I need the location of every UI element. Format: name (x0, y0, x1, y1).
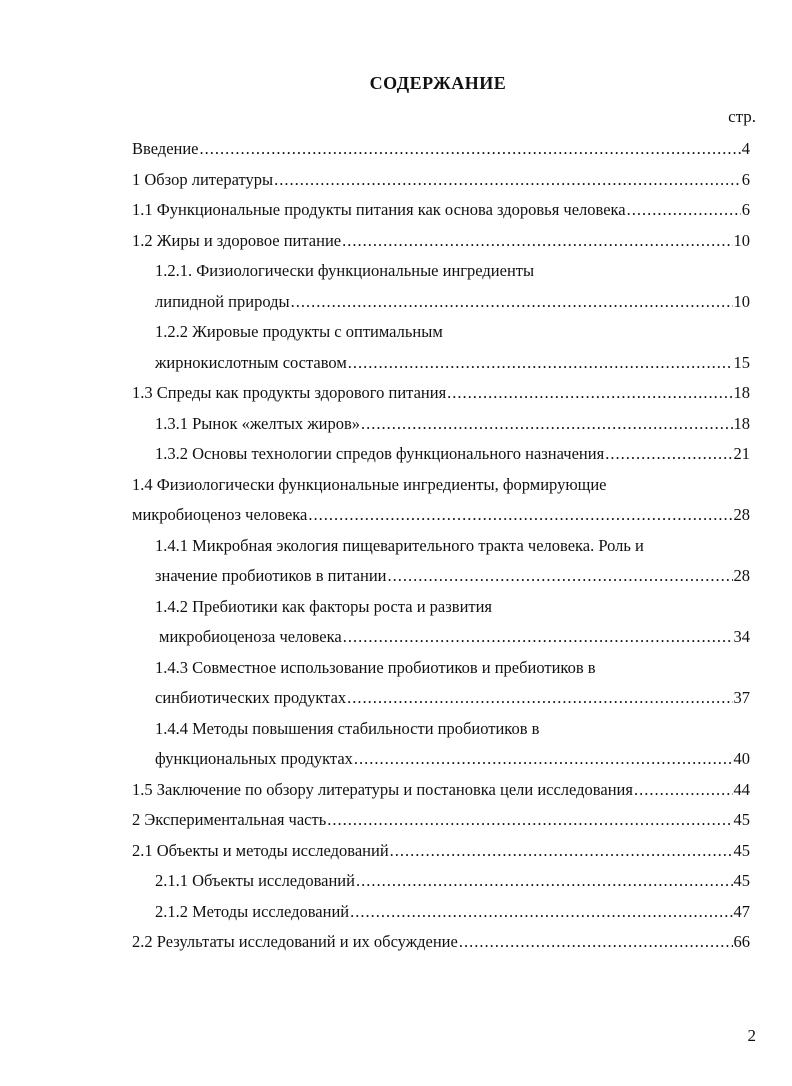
toc-entry-page: 40 (733, 749, 750, 768)
toc-entry-1-3 (0, 378, 792, 408)
toc-entry-page: 15 (733, 353, 750, 372)
toc-entry-page: 66 (733, 932, 750, 951)
toc-entry-page: 10 (733, 292, 750, 311)
toc-entry-1-4-line1 (0, 470, 792, 500)
toc-entry-page: 44 (733, 780, 750, 799)
page-title: СОДЕРЖАНИЕ (369, 73, 507, 93)
toc-entry-2-1-1 (0, 866, 792, 896)
leader-dots (354, 744, 733, 774)
toc-entry-1-4-3-line1 (0, 653, 792, 683)
toc-entry-1-2-2-line2 (0, 348, 792, 378)
toc-entry-1-2-2-line1 (0, 317, 792, 347)
toc-entry-1-3-2 (0, 439, 792, 469)
toc-entry-page: 6 (741, 200, 750, 219)
toc-entry-1-4-line2 (0, 500, 792, 530)
toc-entry-1-2 (0, 226, 792, 256)
leader-dots (388, 561, 733, 591)
leader-dots (200, 134, 741, 164)
leader-dots (390, 836, 733, 866)
leader-dots (447, 378, 732, 408)
leader-dots (308, 500, 732, 530)
toc-entry-2-1 (0, 836, 792, 866)
toc-entry-1-4-1-line1 (0, 531, 792, 561)
toc-entry-page: 21 (733, 444, 750, 463)
leader-dots (634, 775, 733, 805)
toc-entry-1-1 (0, 195, 792, 225)
leader-dots (356, 866, 733, 896)
toc-entry-text: 2.1 Объекты и методы исследований (132, 841, 389, 860)
toc-entry-1-4-4-line2 (0, 744, 792, 774)
leader-dots (361, 409, 732, 439)
toc-entry-1-5 (0, 775, 792, 805)
toc-entry-page: 37 (733, 688, 750, 707)
toc-entry-text: липидной природы (155, 292, 290, 311)
page-number: 2 (747, 1026, 756, 1045)
toc-entry-text: микробиоценоза человека (159, 627, 342, 646)
toc-entry-text: 2.2 Результаты исследований и их обсуждение (132, 932, 458, 951)
leader-dots (342, 226, 732, 256)
toc-entry-text: Введение (132, 139, 199, 158)
toc-entry-1-3-1 (0, 409, 792, 439)
toc-entry-introduction (0, 134, 792, 164)
leader-dots (459, 927, 733, 957)
toc-entry-1-4-2-line2 (0, 622, 792, 652)
toc-entry-page: 18 (733, 414, 750, 433)
toc-entry-page: 28 (733, 505, 750, 524)
toc-entry-page: 45 (733, 841, 750, 860)
toc-entry-text: 1.4 Физиологически функциональные ингредиенты, формирующие (132, 475, 607, 494)
toc-entry-1-4-3-line2 (0, 683, 792, 713)
toc-entry-text: 1.2.2 Жировые продукты с оптимальным (155, 322, 443, 341)
toc-entry-text: 1.3.2 Основы технологии спредов функционального назначения (155, 444, 605, 463)
toc-entry-text: микробиоценоз человека (132, 505, 308, 524)
toc-entry-page: 47 (733, 902, 750, 921)
leader-dots (348, 348, 733, 378)
leader-dots (291, 287, 733, 317)
toc-entry-1-4-4-line1 (0, 714, 792, 744)
leader-dots (605, 439, 732, 469)
toc-entry-2-1-2 (0, 897, 792, 927)
toc-entry-text: 2.1.1 Объекты исследований (155, 871, 355, 890)
toc-entry-text: 1 Обзор литературы (132, 170, 274, 189)
toc-entry-1-2-1-line2 (0, 287, 792, 317)
toc-entry-text: 1.4.1 Микробная экология пищеварительного тракта человека. Роль и (155, 536, 644, 555)
toc-entry-page: 34 (733, 627, 750, 646)
toc-entry-page: 18 (733, 383, 750, 402)
toc-entry-text: синбиотических продуктах (155, 688, 347, 707)
toc-entry-text: 1.1 Функциональные продукты питания как основа здоровья человека (132, 200, 626, 219)
toc-entry-page: 10 (733, 231, 750, 250)
toc-entry-text: значение пробиотиков в питании (155, 566, 387, 585)
leader-dots (343, 622, 733, 652)
leader-dots (350, 897, 732, 927)
toc-entry-1-2-1-line1 (0, 256, 792, 286)
toc-entry-text: функциональных продуктах (155, 749, 353, 768)
toc-entry-text: 1.2.1. Физиологически функциональные ингредиенты (155, 261, 535, 280)
toc-entry-text: 1.4.4 Методы повышения стабильности пробиотиков в (155, 719, 540, 738)
toc-entry-page: 6 (741, 170, 750, 189)
toc-entry-text: 1.2 Жиры и здоровое питание (132, 231, 342, 250)
leader-dots (347, 683, 732, 713)
toc-entry-page: 28 (733, 566, 750, 585)
toc-entry-text: 2 Экспериментальная часть (132, 810, 327, 829)
page-column-label: стр. (728, 107, 756, 126)
leader-dots (627, 195, 741, 225)
toc-entry-2 (0, 805, 792, 835)
toc-entry-text: 1.4.2 Пребиотики как факторы роста и развития (155, 597, 493, 616)
toc-entry-page: 45 (733, 810, 750, 829)
toc-entry-text: 1.3.1 Рынок «желтых жиров» (155, 414, 361, 433)
toc-entry-text: 2.1.2 Методы исследований (155, 902, 350, 921)
toc-entry-page: 4 (741, 139, 750, 158)
leader-dots (274, 165, 741, 195)
toc-entry-2-2 (0, 927, 792, 957)
toc-entry-page: 45 (733, 871, 750, 890)
toc-entry-text: 1.5 Заключение по обзору литературы и постановка цели исследования (132, 780, 633, 799)
toc-entry-1-4-2-line1 (0, 592, 792, 622)
toc-entry-1 (0, 165, 792, 195)
toc-entry-1-4-1-line2 (0, 561, 792, 591)
toc-entry-text: 1.4.3 Совместное использование пробиотиков и пребиотиков в (155, 658, 596, 677)
leader-dots (327, 805, 732, 835)
toc-entry-text: жирнокислотным составом (155, 353, 347, 372)
toc-entry-text: 1.3 Спреды как продукты здорового питания (132, 383, 447, 402)
